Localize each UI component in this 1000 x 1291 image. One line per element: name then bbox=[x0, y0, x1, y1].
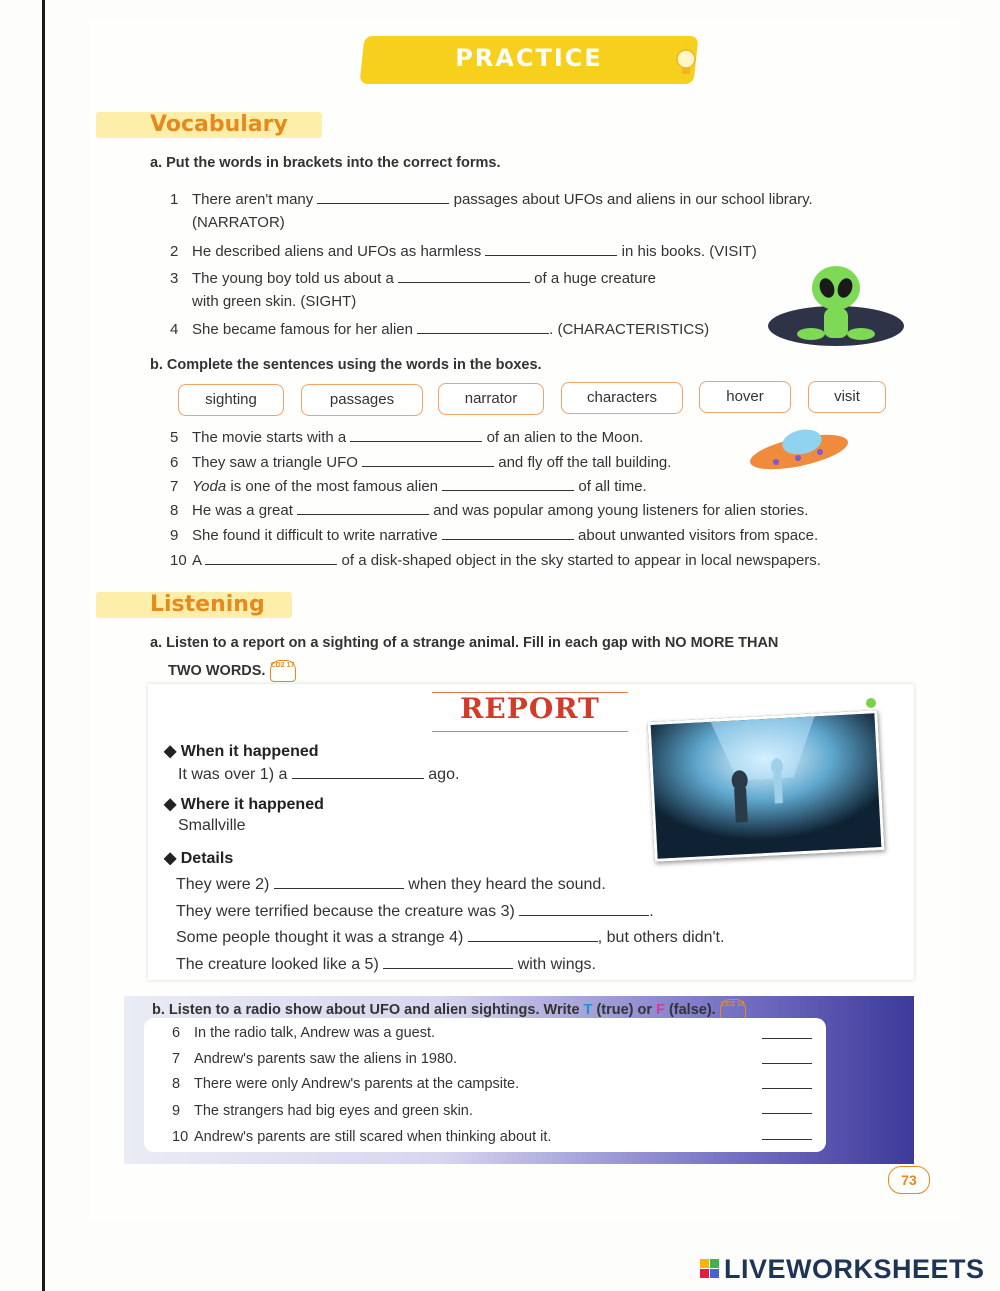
item-key: (SIGHT) bbox=[300, 293, 357, 310]
item-number: 2 bbox=[170, 243, 179, 260]
details-line-3 bbox=[176, 901, 654, 921]
lightbulb-icon bbox=[672, 46, 700, 80]
alien-photo bbox=[647, 710, 884, 862]
item-text: and was popular among young listeners for alien stories. bbox=[433, 502, 809, 519]
item-number: 10 bbox=[172, 1129, 189, 1145]
item-key: (VISIT) bbox=[709, 243, 757, 260]
when-heading: ◆ When it happened bbox=[164, 743, 319, 760]
answer-blank[interactable] bbox=[205, 550, 337, 565]
vocab-item-8 bbox=[170, 500, 808, 519]
word-box-hover: hover bbox=[699, 381, 791, 413]
instruction-text: (true) or bbox=[596, 1001, 653, 1018]
vocab-item-1-key: (NARRATOR) bbox=[192, 214, 285, 231]
word-box-narrator: narrator bbox=[438, 383, 544, 415]
item-number: 8 bbox=[172, 1076, 181, 1092]
report-rule-bottom bbox=[432, 731, 628, 732]
vocab-item-6 bbox=[170, 452, 671, 471]
tf-item-7 bbox=[172, 1051, 457, 1067]
cd-track-icon[interactable]: CD2 18 bbox=[720, 999, 746, 1021]
word-box-sighting: sighting bbox=[178, 384, 284, 416]
alien-photo-art bbox=[651, 713, 882, 859]
item-text: about unwanted visitors from space. bbox=[578, 527, 819, 544]
item-number: 5 bbox=[170, 429, 179, 446]
details-line-5 bbox=[176, 954, 596, 974]
alien-illustration bbox=[766, 264, 906, 350]
line-text: They were terrified because the creature was 3) bbox=[176, 903, 515, 920]
answer-blank[interactable] bbox=[350, 427, 482, 442]
answer-blank[interactable] bbox=[417, 319, 549, 334]
vocabulary-title: Vocabulary bbox=[150, 112, 288, 137]
item-text: in his books. bbox=[621, 243, 706, 260]
item-number: 6 bbox=[170, 454, 179, 471]
tf-answer-blank[interactable] bbox=[762, 1088, 812, 1089]
cd-track-icon[interactable]: CD2 17 bbox=[270, 660, 296, 682]
tf-answer-blank[interactable] bbox=[762, 1139, 812, 1140]
where-heading: ◆ Where it happened bbox=[164, 796, 324, 813]
item-text: There aren't many bbox=[192, 191, 314, 208]
listen-a-instruction-2 bbox=[168, 660, 296, 682]
answer-blank[interactable] bbox=[468, 927, 598, 942]
line-text: The creature looked like a 5) bbox=[176, 956, 379, 973]
line-text: . bbox=[649, 903, 654, 920]
word-box-visit: visit bbox=[808, 381, 886, 413]
instruction-text: b. Listen to a radio show about UFO and alien sightings. Write bbox=[152, 1001, 580, 1018]
item-number: 7 bbox=[170, 478, 179, 495]
line-text: , but others didn't. bbox=[597, 929, 725, 946]
item-text: The strangers had big eyes and green skin. bbox=[194, 1103, 473, 1119]
item-number: 3 bbox=[170, 270, 179, 287]
heading-text: Where it happened bbox=[180, 796, 324, 813]
liveworksheets-logo-icon bbox=[700, 1259, 720, 1279]
tf-item-6 bbox=[172, 1025, 435, 1041]
item-text: There were only Andrew's parents at the campsite. bbox=[194, 1076, 520, 1092]
when-line bbox=[178, 764, 459, 784]
item-text: The young boy told us about a bbox=[192, 270, 394, 287]
item-text: The movie starts with a bbox=[192, 429, 347, 446]
item-text: She became famous for her alien bbox=[192, 321, 413, 338]
line-text: with wings. bbox=[517, 956, 596, 973]
line-text: ago. bbox=[428, 766, 460, 783]
report-title: REPORT bbox=[460, 692, 600, 725]
page-number: 73 bbox=[888, 1166, 930, 1194]
listening-title: Listening bbox=[150, 592, 265, 617]
answer-blank[interactable] bbox=[274, 874, 404, 889]
item-text: Andrew's parents saw the aliens in 1980. bbox=[194, 1051, 458, 1067]
item-key: (CHARACTERISTICS) bbox=[557, 321, 710, 338]
word-box-passages: passages bbox=[301, 384, 423, 416]
vocab-item-10 bbox=[170, 550, 821, 569]
item-text: In the radio talk, Andrew was a guest. bbox=[194, 1025, 435, 1041]
vocab-item-2 bbox=[170, 241, 757, 260]
vocab-b-instruction: b. Complete the sentences using the words in the boxes. bbox=[150, 357, 542, 373]
heading-text: When it happened bbox=[180, 743, 319, 760]
heading-text: Details bbox=[180, 850, 234, 867]
page-edge bbox=[42, 0, 45, 1291]
details-line-2 bbox=[176, 874, 606, 894]
false-letter: F bbox=[656, 1001, 665, 1018]
vocab-item-3 bbox=[170, 268, 656, 287]
vocab-item-7 bbox=[170, 476, 647, 495]
answer-blank[interactable] bbox=[362, 452, 494, 467]
item-text: She found it difficult to write narrative bbox=[192, 527, 438, 544]
listen-a-instruction-1: a. Listen to a report on a sighting of a strange animal. Fill in each gap with NO MORE THAN bbox=[150, 635, 779, 651]
tf-answer-blank[interactable] bbox=[762, 1063, 812, 1064]
item-number: 1 bbox=[170, 191, 179, 208]
item-text: They saw a triangle UFO bbox=[192, 454, 358, 471]
item-text: of a disk-shaped object in the sky started to appear in local newspapers. bbox=[341, 552, 821, 569]
answer-blank[interactable] bbox=[398, 268, 530, 283]
item-text: A bbox=[192, 552, 202, 569]
vocab-item-4 bbox=[170, 319, 709, 338]
item-text: of a huge creature bbox=[534, 270, 656, 287]
item-text: passages about UFOs and aliens in our school library. bbox=[453, 191, 813, 208]
vocab-a-instruction: a. Put the words in brackets into the correct forms. bbox=[150, 155, 501, 171]
item-text: of all time. bbox=[578, 478, 647, 495]
item-number: 10 bbox=[170, 552, 187, 569]
vocab-item-1 bbox=[170, 189, 813, 208]
item-number: 8 bbox=[170, 502, 179, 519]
pin-icon bbox=[866, 698, 876, 708]
tf-item-8 bbox=[172, 1076, 519, 1092]
item-text: is one of the most famous alien bbox=[230, 478, 439, 495]
item-italic-text: Yoda bbox=[192, 478, 227, 495]
line-text: Some people thought it was a strange 4) bbox=[176, 929, 464, 946]
line-text: They were 2) bbox=[176, 876, 270, 893]
answer-blank[interactable] bbox=[442, 525, 574, 540]
details-line-4 bbox=[176, 927, 724, 947]
tf-item-10 bbox=[172, 1129, 551, 1145]
answer-blank[interactable] bbox=[297, 500, 429, 515]
practice-title: PRACTICE bbox=[455, 44, 603, 72]
liveworksheets-brand: LIVEWORKSHEETS bbox=[724, 1254, 985, 1284]
item-number: 9 bbox=[170, 527, 179, 544]
tf-answer-blank[interactable] bbox=[762, 1038, 812, 1039]
item-text: He was a great bbox=[192, 502, 293, 519]
vocab-item-3-line2 bbox=[192, 293, 356, 310]
answer-blank[interactable] bbox=[292, 764, 424, 779]
line-text: It was over 1) a bbox=[178, 766, 288, 783]
item-number: 7 bbox=[172, 1051, 181, 1067]
answer-blank[interactable] bbox=[317, 189, 449, 204]
answer-blank[interactable] bbox=[485, 241, 617, 256]
where-value: Smallville bbox=[178, 817, 246, 834]
vocab-item-5 bbox=[170, 427, 643, 446]
tf-answer-blank[interactable] bbox=[762, 1113, 812, 1114]
details-heading: ◆ Details bbox=[164, 850, 234, 867]
item-text: He described aliens and UFOs as harmless bbox=[192, 243, 482, 260]
ufo-illustration bbox=[746, 422, 852, 474]
word-box-characters: characters bbox=[561, 382, 683, 414]
true-letter: T bbox=[583, 1001, 593, 1018]
instruction-text: (false). bbox=[668, 1001, 716, 1018]
item-text: of an alien to the Moon. bbox=[486, 429, 644, 446]
item-text: . bbox=[549, 321, 554, 338]
item-text: Andrew's parents are still scared when thinking about it. bbox=[194, 1129, 552, 1145]
line-text: when they heard the sound. bbox=[408, 876, 606, 893]
vocab-item-9 bbox=[170, 525, 818, 544]
item-text: with green skin. bbox=[192, 293, 297, 310]
tf-item-9 bbox=[172, 1103, 473, 1119]
answer-blank[interactable] bbox=[383, 954, 513, 969]
item-number: 6 bbox=[172, 1025, 181, 1041]
answer-blank[interactable] bbox=[442, 476, 574, 491]
item-text: and fly off the tall building. bbox=[498, 454, 672, 471]
instruction-text: TWO WORDS. bbox=[168, 662, 266, 679]
answer-blank[interactable] bbox=[519, 901, 649, 916]
item-number: 4 bbox=[170, 321, 179, 338]
item-number: 9 bbox=[172, 1103, 181, 1119]
